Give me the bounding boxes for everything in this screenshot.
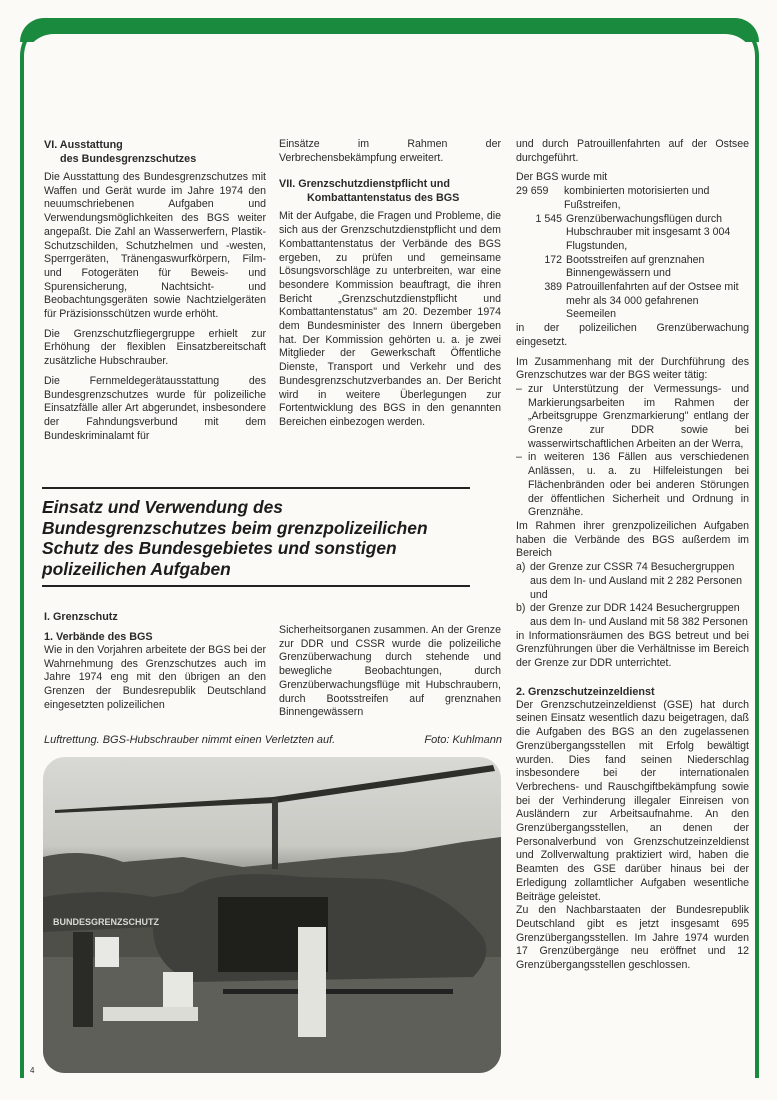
dash-item	[516, 451, 749, 520]
paragraph: Einsätze im Rahmen der Verbrechensbekämpfung erweitert.	[279, 138, 501, 164]
letter-text: der Grenze zur CSSR 74 Besuchergruppen aus dem In- und Ausland mit 2 282 Personen und	[530, 561, 743, 601]
dash-text: zur Unterstützung der Vermessungs- und Markierungsarbeiten im Rahmen der „Arbeitsgruppe Grenzmarkierung" entlang der Grenze zur DDR sowie bei wasserwirtschaftlichen Arbeiten an der Werra,	[528, 382, 749, 450]
section1-col1	[44, 610, 266, 713]
stat-number: 172	[544, 253, 562, 266]
paragraph: Zu den Nachbarstaaten der Bundesrepublik Deutschland gibt es jetzt insgesamt 695 Grenzübergangsstellen. Im Jahre 1974 wurden 17 Grenzübergänge neu eröffnet und 12 Grenzübergangsstellen geschlossen.	[516, 904, 749, 972]
stat-item	[516, 254, 749, 281]
column-1-top	[44, 138, 266, 449]
heading-line: Kombattantenstatus des BGS	[307, 192, 460, 205]
stat-text: kombinierten motorisierten und Fußstreifen,	[564, 185, 710, 211]
column-2-top	[279, 138, 501, 436]
letter-marker: b)	[516, 602, 526, 615]
paragraph: Wie in den Vorjahren arbeitete der BGS bei der Wahrnehmung des Grenzschutzes auch im Jahre 1974 eng mit den übrigen an den Grenzen der Bundesrepublik Deutschland eingesetzten polizeilichen	[44, 644, 266, 711]
paragraph: Im Zusammenhang mit der Durchführung des Grenzschutzes war der BGS weiter tätig:	[516, 355, 749, 382]
heading-line: VII. Grenzschutzdienstpflicht und	[279, 178, 450, 191]
paragraph: Im Rahmen ihrer grenzpolizeilichen Aufgaben haben die Verbände des BGS außerdem im Bereich	[516, 519, 749, 560]
paragraph: Die Grenzschutzfliegergruppe erhielt zur Erhöhung der flexiblen Einsatzbereitschaft zusätzliche Hubschrauber.	[44, 327, 266, 368]
letter-item	[516, 602, 749, 629]
svg-text:BUNDESGRENZSCHUTZ: BUNDESGRENZSCHUTZ	[53, 917, 160, 927]
stat-number: 389	[544, 281, 562, 294]
paragraph: Die Ausstattung des Bundesgrenzschutzes mit Waffen und Gerät wurde im Jahre 1974 den neuumschriebenen Aufgaben und Verwendungsmöglichkeiten des BGS weiter angepaßt. Die Zahl an Wasserwerfern, Plastik-Schutzschilden, Schutzhelmen und -westen, Sperrgeräten, Tränengaswurfkörpern, Film- und Fotogeräten für Beweis- und Spurensicherung, Nachtsicht- und Beobachtungsgeräten sowie Nachtzielgeräten für Präzisionsschützen wurde erhöht.	[44, 171, 266, 321]
stat-item	[516, 281, 749, 322]
helicopter-photo	[43, 757, 501, 1073]
letter-text: der Grenze zur DDR 1424 Besuchergruppen aus dem In- und Ausland mit 58 382 Personen	[530, 602, 748, 628]
caption-text: Luftrettung. BGS-Hubschrauber nimmt einen Verletzten auf.	[44, 734, 336, 746]
heading-line: des Bundesgrenzschutzes	[60, 153, 197, 165]
stat-text: Patrouillenfahrten auf der Ostsee mit mehr als 34 000 gefahrenen Seemeilen	[566, 281, 739, 321]
stats-list	[516, 185, 749, 322]
section-heading-vi	[44, 138, 266, 166]
letter-item	[516, 561, 749, 602]
stat-item	[516, 213, 749, 254]
paragraph: Mit der Aufgabe, die Fragen und Probleme, die sich aus der Grenzschutzdienstpflicht und dem Kombattantenstatus der Verbände des BGS ergeben, zu prüfen und gemeinsame Lösungsvorschläge zu unterbreiten, war eine besondere Kommission beauftragt, die ihren Bericht „Grenzschutzdienstpflicht und Kombattantenstatus" am 20. Dezember 1974 dem Bundesminister des Innern übergeben hat. Der Kommission gehörten u. a. je zwei Mitglieder der Gewerkschaft Öffentliche Dienste, Transport und Verkehr und des Bundesgrenzschutzverbandes an. Der Bericht wird in weitere Überlegungen zur Fortentwicklung des BGS in den genannten Bereichen einbezogen werden.	[279, 210, 501, 428]
section-heading-vii	[279, 177, 501, 205]
photo-caption	[44, 734, 502, 746]
subheading-verbaende: 1. Verbände des BGS	[44, 631, 153, 643]
column-3	[516, 138, 749, 973]
section1-col2	[279, 624, 501, 720]
paragraph: Der Grenzschutzeinzeldienst (GSE) hat durch seinen Einsatz wesentlich dazu beigetragen, daß die Aufgaben des BGS an den zugelassenen Grenzübergangsstellen mit Erfolg bewältigt wurden. Dies fand seinen Niederschlag insbesondere bei der internationalen Verbrechens- und Rauschgiftbekämpfung sowie bei der Verhinderung illegaler Einreisen von Ausländern zur Arbeitsaufnahme. An den Grenzübergangsstellen, an denen der Personalverbund von Grenzschutzeinzeldienst und Zollverwaltung praktiziert wird, haben die Beamten des GSE darüber hinaus bei der Erledigung zollamtlicher Aufgaben wesentliche Beiträge geleistet.	[516, 698, 749, 903]
stat-number: 29 659	[516, 185, 549, 198]
page-number: 4	[30, 1066, 35, 1075]
paragraph: Die Fernmeldegerätausstattung des Bundesgrenzschutzes wurde für polizeiliche Einsatzfälle aller Art abgerundet, insbesondere der Fahndungsverbund mit dem Bundeskriminalamt für	[44, 374, 266, 442]
heading-line: VI. Ausstattung	[44, 139, 123, 151]
paragraph: Sicherheitsorganen zusammen. An der Grenze zur DDR und CSSR wurde die polizeiliche Grenzüberwachung durch stehende und bewegliche Beobachtungen, durch Grenzüberwachungsflüge mit Hubschraubern, durch Bootsstreifen auf grenznahen Binnengewässern	[279, 624, 501, 719]
stat-text: Grenzüberwachungsflügen durch Hubschrauber mit insgesamt 3 004 Flugstunden,	[566, 212, 731, 252]
dash-text: in weiteren 136 Fällen aus verschiedenen Anlässen, u. a. zu Hilfeleistungen bei Flächenbränden oder bei anderen Störungen der öffentlichen Sicherheit und Ordnung in Grenznähe.	[528, 451, 749, 519]
stat-number: 1 545	[535, 212, 562, 225]
stats-lead: Der BGS wurde mit	[516, 171, 608, 184]
stat-text: Bootsstreifen auf grenznahen Binnengewässern und	[566, 253, 705, 280]
helicopter-illustration	[43, 757, 501, 1073]
photo-credit: Foto: Kuhlmann	[424, 734, 502, 746]
section-headline: Einsatz und Verwendung des Bundesgrenzschutzes beim grenzpolizeilichen Schutz des Bundesgebietes und sonstigen polizeilichen Aufgaben	[42, 487, 470, 587]
section-heading-grenzschutz: I. Grenzschutz	[44, 611, 118, 623]
paragraph: in der polizeilichen Grenzüberwachung eingesetzt.	[516, 322, 749, 348]
stat-item	[516, 185, 749, 212]
paragraph: und durch Patrouillenfahrten auf der Ostsee durchgeführt.	[516, 138, 749, 164]
paragraph: in Informationsräumen des BGS betreut und bei Grenzführungen über die Verhältnisse im Bereich der Grenze zur DDR unterrichtet.	[516, 629, 749, 670]
dash-marker: –	[516, 451, 522, 464]
dash-marker: –	[516, 382, 522, 395]
dash-item	[516, 383, 749, 452]
subheading-gse: 2. Grenzschutzeinzeldienst	[516, 685, 655, 698]
letter-marker: a)	[516, 561, 526, 574]
